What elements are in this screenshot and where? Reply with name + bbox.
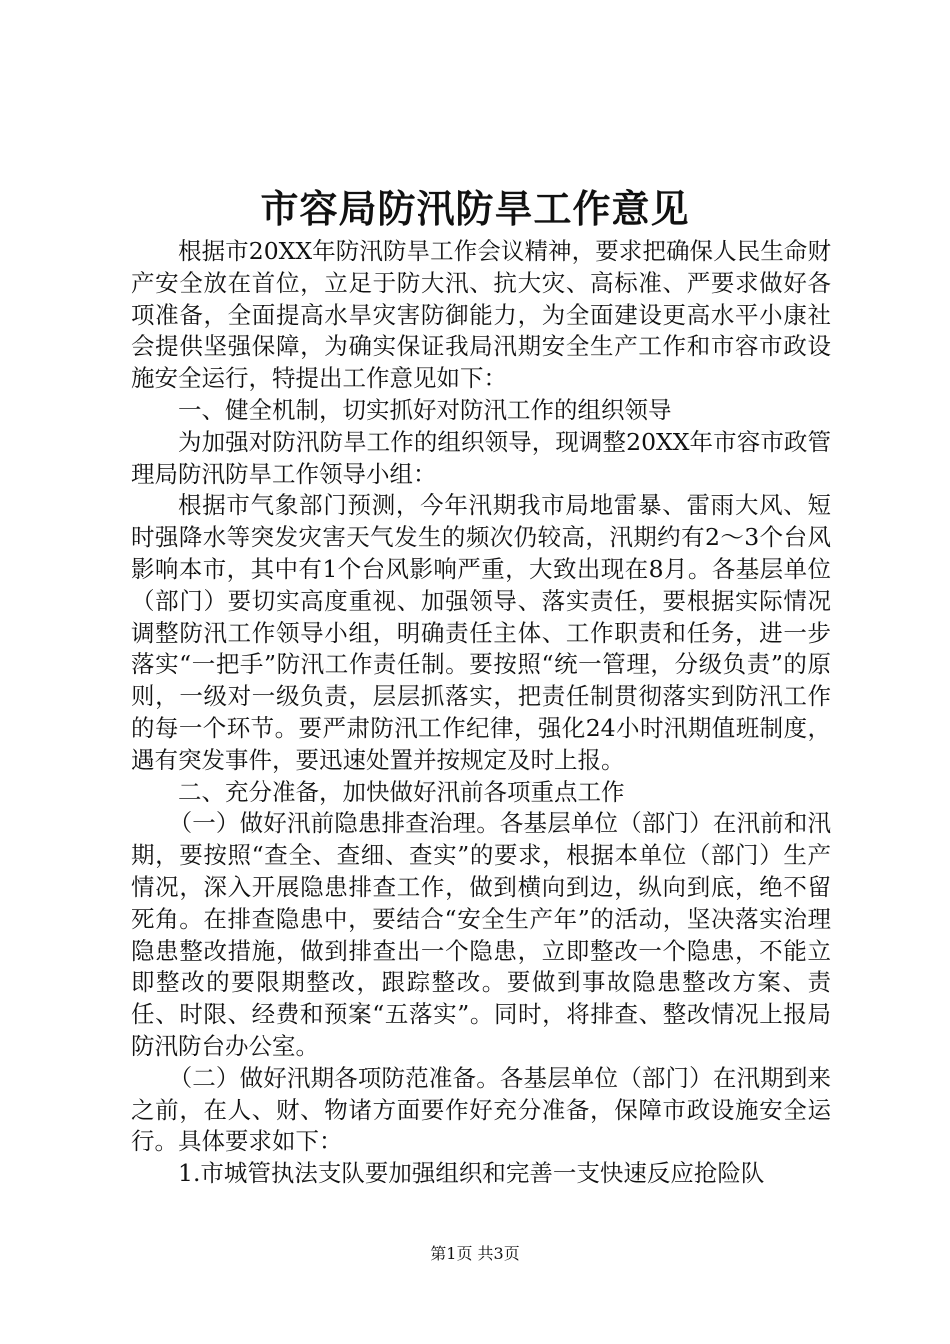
page-number-footer: 第1页 共3页 (430, 1244, 520, 1263)
document-body (131, 236, 831, 1190)
intro-paragraph: 根据市20XX年防汛防旱工作会议精神，要求把确保人民生命财产安全放在首位，立足于防大汛、抗大灾、高标准、严要求做好各项准备，全面提高水旱灾害防御能力，为全面建设更高水平小康社会提供坚强保障，为确实保证我局汛期安全生产工作和市容市政设施安全运行，特提出工作意见如下： (131, 237, 831, 393)
section-heading-1: 一、健全机制，切实抓好对防汛工作的组织领导 (178, 395, 672, 424)
paragraph-leadership-group: 为加强对防汛防旱工作的组织领导，现调整20XX年市容市政管理局防汛防旱工作领导小组： (131, 427, 831, 488)
section-heading-2: 二、充分准备，加快做好汛前各项重点工作 (178, 777, 625, 806)
paragraph-hazard-inspection: （一）做好汛前隐患排查治理。各基层单位（部门）在汛前和汛期，要按照“查全、查细、查实”的要求，根据本单位（部门）生产情况，深入开展隐患排查工作，做到横向到边，纵向到底，绝不留死角。在排查隐患中，要结合“安全生产年”的活动，坚决落实治理隐患整改措施，做到排查出一个隐患，立即整改一个隐患，不能立即整改的要限期整改，跟踪整改。要做到事故隐患整改方案、责任、时限、经费和预案“五落实”。同时，将排查、整改情况上报局防汛防台办公室。 (131, 809, 831, 1060)
paragraph-item-1: 1.市城管执法支队要加强组织和完善一支快速反应抢险队 (178, 1159, 765, 1188)
paragraph-flood-preparation: （二）做好汛期各项防范准备。各基层单位（部门）在汛期到来之前，在人、财、物诸方面要作好充分准备，保障市政设施安全运行。具体要求如下： (131, 1063, 831, 1156)
paragraph-weather-forecast: 根据市气象部门预测，今年汛期我市局地雷暴、雷雨大风、短时强降水等突发灾害天气发生的频次仍较高，汛期约有2～3个台风影响本市，其中有1个台风影响严重，大致出现在8月。各基层单位（部门）要切实高度重视、加强领导、落实责任，要根据实际情况调整防汛工作领导小组，明确责任主体、工作职责和任务，进一步落实“一把手”防汛工作责任制。要按照“统一管理，分级负责”的原则，一级对一级负责，层层抓落实，把责任制贯彻落实到防汛工作的每一个环节。要严肃防汛工作纪律，强化24小时汛期值班制度，遇有突发事件，要迅速处置并按规定及时上报。 (131, 491, 831, 774)
document-title: 市容局防汛防旱工作意见 (260, 186, 690, 231)
